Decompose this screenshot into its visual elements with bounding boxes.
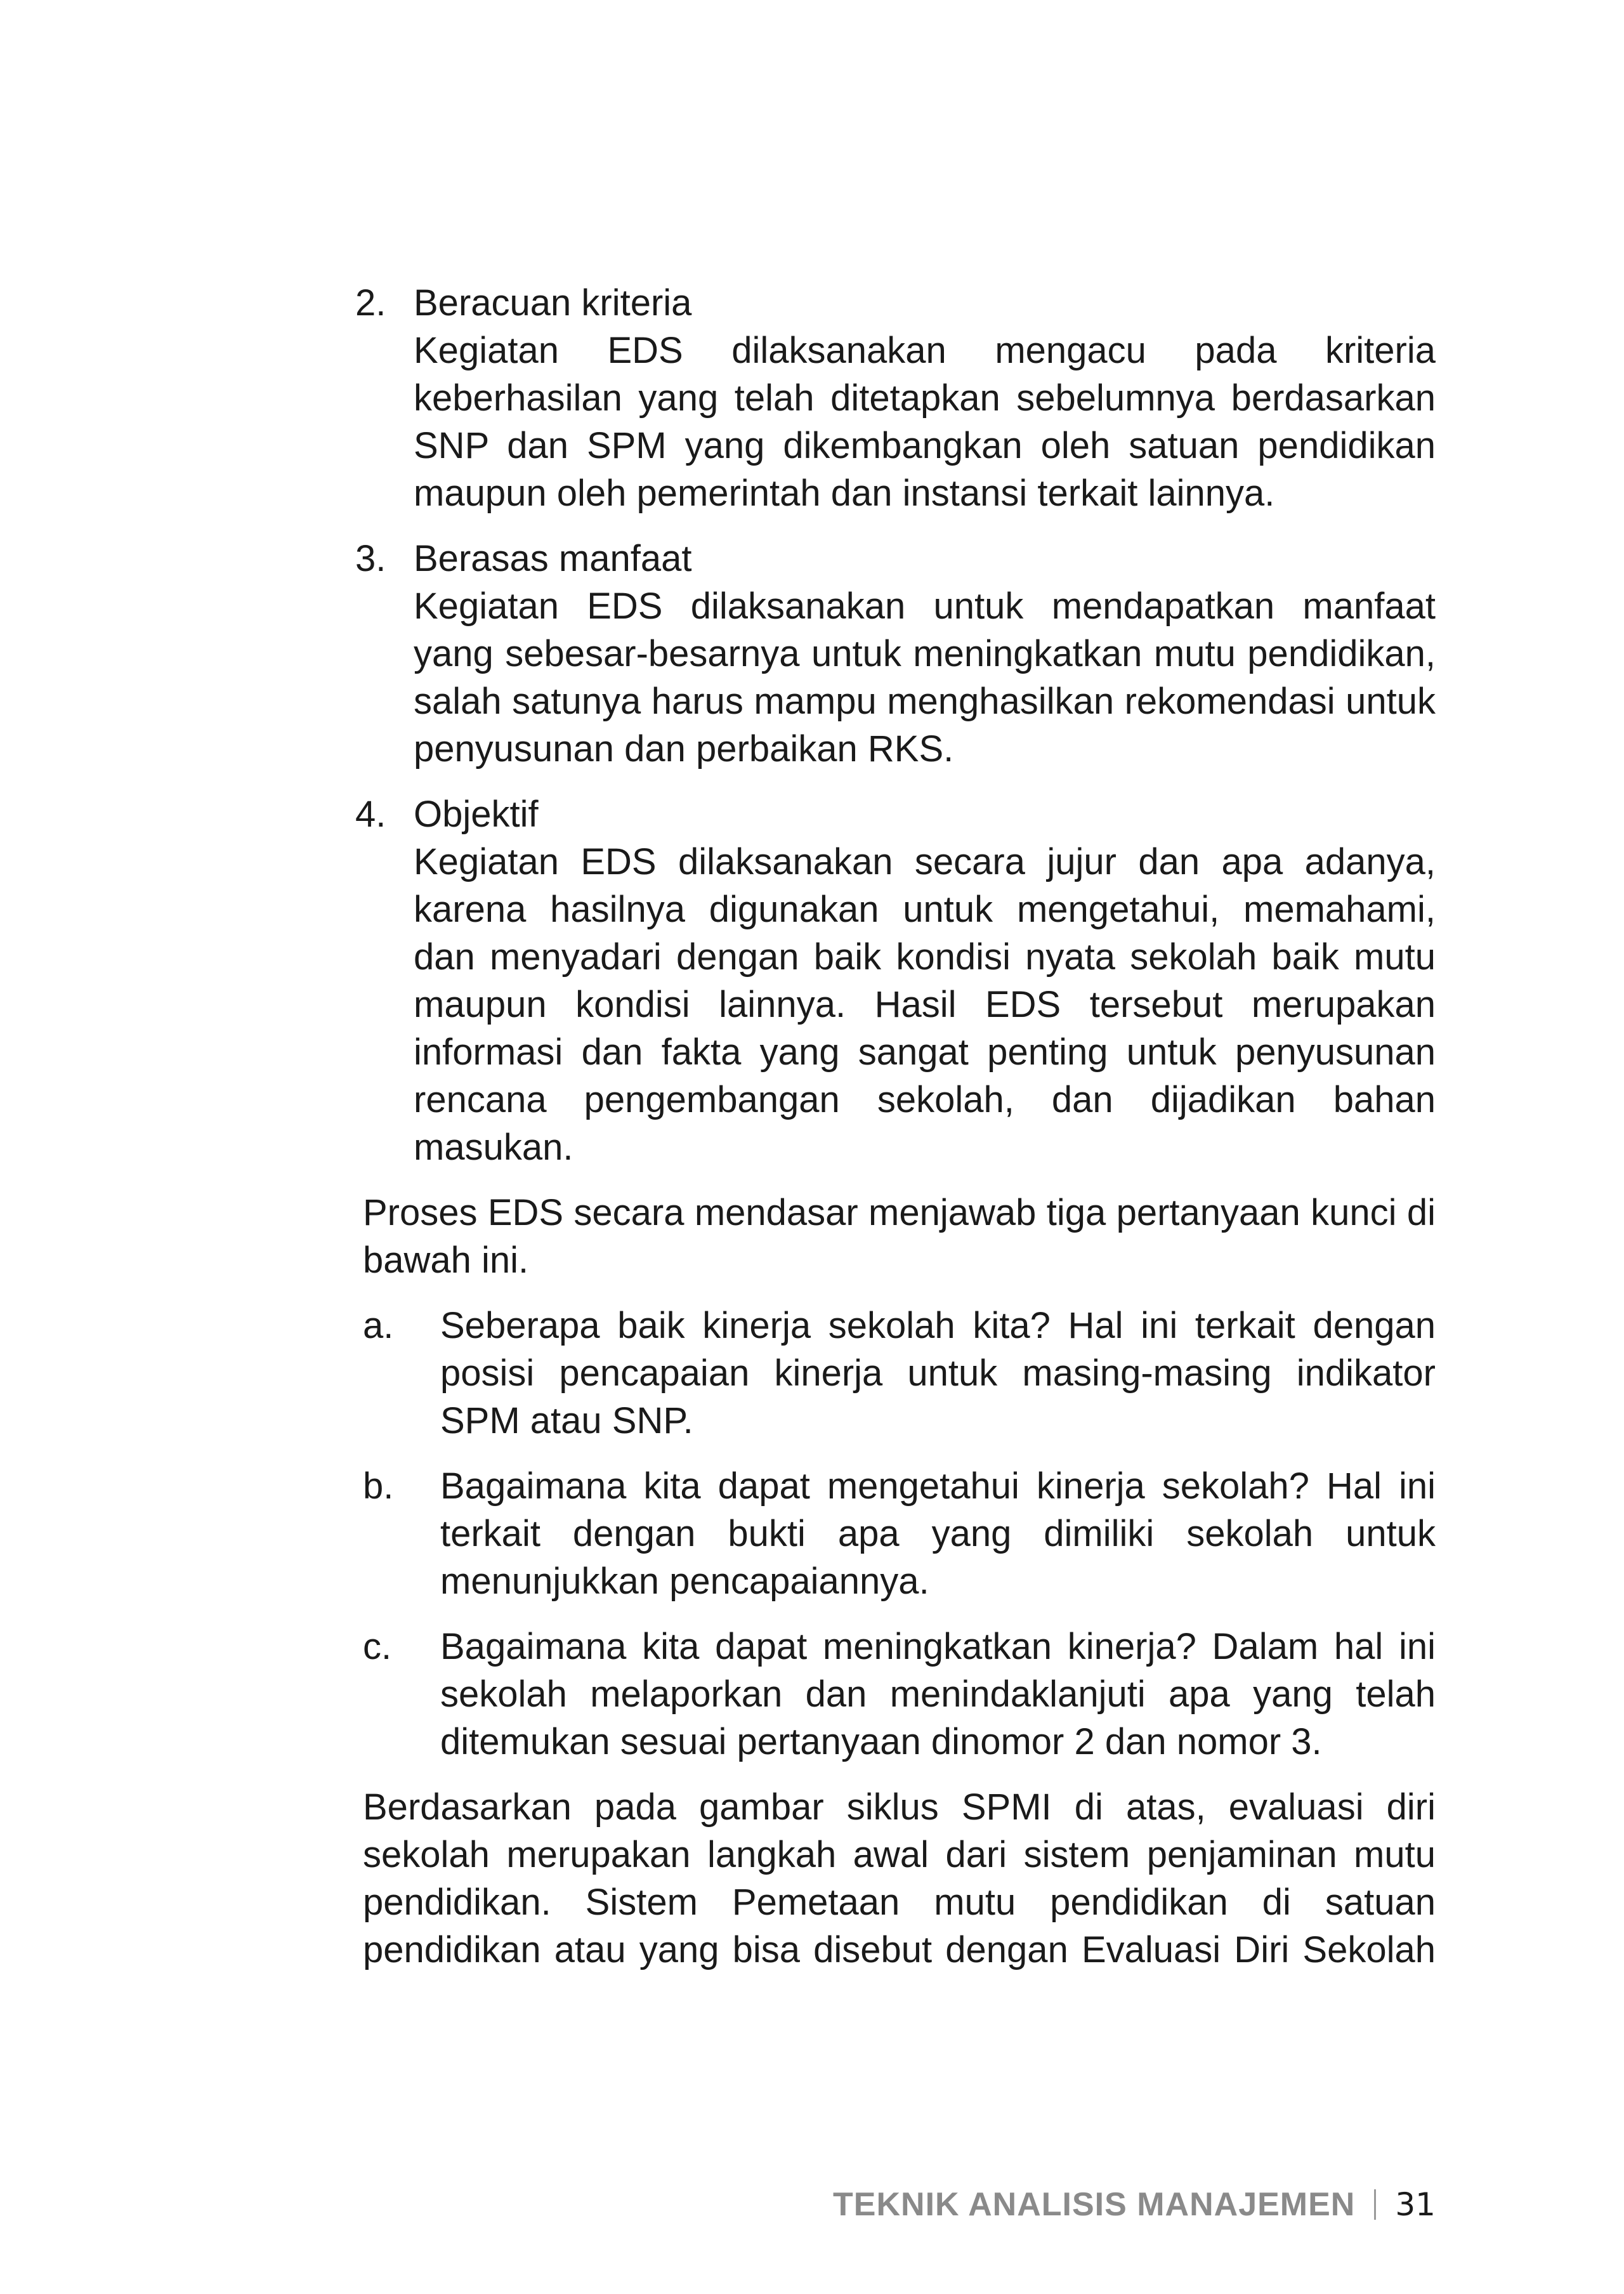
closing-paragraph: Berdasarkan pada gambar siklus SPMI di atas, evaluasi diri sekolah merupakan langkah awal dari sistem penjaminan mutu pendidikan. Sistem Pemetaan mutu pendidikan di satuan pendidikan atau yang bisa disebut dengan Evaluasi Diri Sekolah	[363, 1786, 1436, 1970]
item-letter: c.	[363, 1626, 392, 1667]
item-number: 2.	[355, 282, 386, 324]
numbered-item-2	[355, 279, 1436, 517]
item-text: Bagaimana kita dapat mengetahui kinerja sekolah? Hal ini terkait dengan bukti apa yang dimiliki sekolah untuk menunjukkan pencapaiannya.	[440, 1465, 1436, 1602]
lettered-item-a	[363, 1302, 1436, 1445]
item-text: Bagaimana kita dapat meningkatkan kinerja? Dalam hal ini sekolah melaporkan dan menindaklanjuti apa yang telah ditemukan sesuai pertanyaan dinomor 2 dan nomor 3.	[440, 1626, 1436, 1762]
item-text: Seberapa baik kinerja sekolah kita? Hal ini terkait dengan posisi pencapaian kinerja untuk masing-masing indikator SPM atau SNP.	[440, 1305, 1436, 1441]
item-title: Berasas manfaat	[414, 538, 692, 579]
numbered-item-4	[355, 790, 1436, 1171]
item-letter: b.	[363, 1465, 394, 1507]
page-footer	[833, 2182, 1436, 2227]
item-title: Beracuan kriteria	[414, 282, 692, 324]
intro-paragraph: Proses EDS secara mendasar menjawab tiga pertanyaan kunci di bawah ini.	[363, 1192, 1436, 1281]
item-number: 3.	[355, 538, 386, 579]
footer-divider	[1374, 2189, 1376, 2220]
item-body: Kegiatan EDS dilaksanakan secara jujur dan apa adanya, karena hasilnya digunakan untuk mengetahui, memahami, dan menyadari dengan baik kondisi nyata sekolah baik mutu maupun kondisi lainnya. Hasil EDS tersebut merupakan informasi dan fakta yang sangat penting untuk penyusunan rencana pengembangan sekolah, dan dijadikan bahan masukan.	[414, 841, 1436, 1168]
item-number: 4.	[355, 794, 386, 835]
numbered-item-3	[355, 535, 1436, 773]
footer-title: TEKNIK ANALISIS MANAJEMEN	[833, 2186, 1356, 2223]
item-letter: a.	[363, 1305, 394, 1346]
item-body: Kegiatan EDS dilaksanakan untuk mendapatkan manfaat yang sebesar-besarnya untuk meningkatkan mutu pendidikan, salah satunya harus mampu menghasilkan rekomendasi untuk penyusunan dan perbaikan RKS.	[414, 586, 1436, 770]
lettered-item-b	[363, 1462, 1436, 1605]
lettered-item-c	[363, 1623, 1436, 1766]
page-content	[355, 279, 1436, 1974]
item-body: Kegiatan EDS dilaksanakan mengacu pada kriteria keberhasilan yang telah ditetapkan sebelumnya berdasarkan SNP dan SPM yang dikembangkan oleh satuan pendidikan maupun oleh pemerintah dan instansi terkait lainnya.	[414, 330, 1436, 514]
page-number: 31	[1395, 2186, 1436, 2223]
item-title: Objektif	[414, 794, 539, 835]
